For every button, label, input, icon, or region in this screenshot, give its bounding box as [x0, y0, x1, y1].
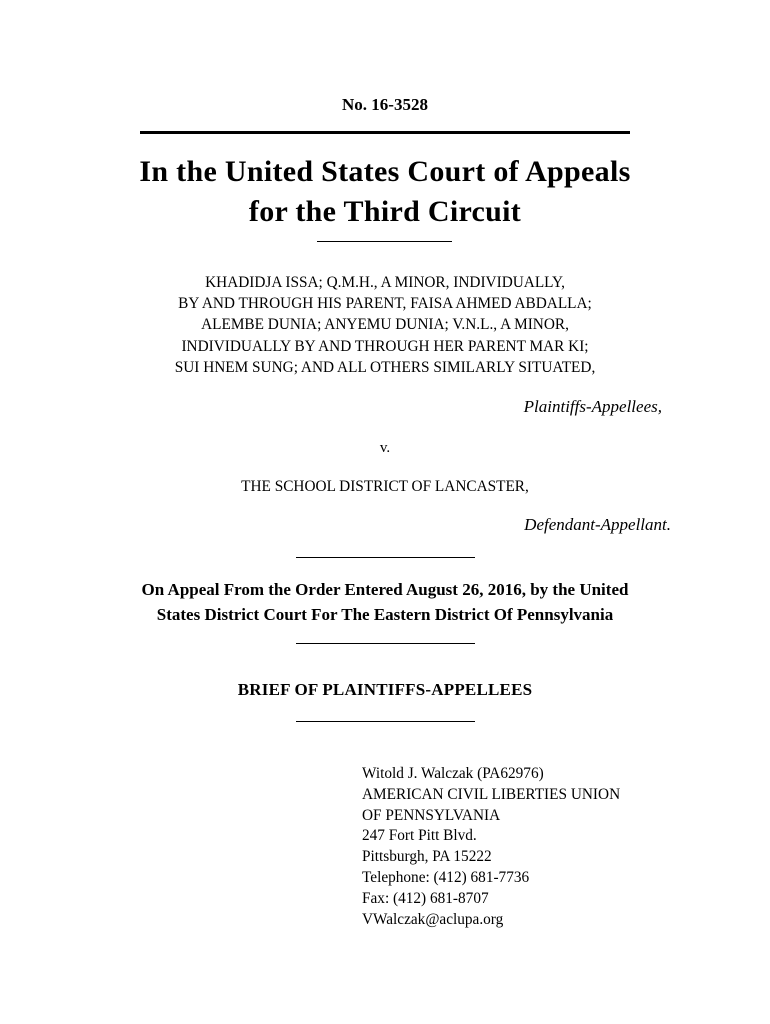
plaintiffs-role: Plaintiffs-Appellees,: [523, 397, 662, 416]
counsel-block: [362, 764, 620, 930]
counsel-name: Witold J. Walczak (PA62976): [362, 765, 544, 782]
appeal-line-2: States District Court For The Eastern District Of Pennsylvania: [156, 605, 614, 624]
defendant-role: Defendant-Appellant.: [524, 515, 671, 534]
plaintiffs-line: BY AND THROUGH HIS PARENT, FAISA AHMED ABDALLA;: [178, 295, 592, 313]
defendant-name: THE SCHOOL DISTRICT OF LANCASTER,: [241, 478, 529, 495]
court-title-line-1: In the United States Court of Appeals: [139, 155, 631, 188]
plaintiffs-line: INDIVIDUALLY BY AND THROUGH HER PARENT MAR KI;: [181, 337, 589, 355]
court-title: [0, 152, 770, 232]
plaintiffs-list: [0, 272, 770, 378]
title-rule: [140, 131, 630, 134]
counsel-fax: Fax: (412) 681-8707: [362, 889, 489, 907]
separator-rule: [296, 557, 475, 558]
separator-rule: [317, 241, 452, 242]
case-number: No. 16-3528: [342, 95, 428, 114]
counsel-organization: OF PENNSYLVANIA: [362, 806, 501, 824]
plaintiffs-line: ALEMBE DUNIA; ANYEMU DUNIA; V.N.L., A MINOR,: [201, 316, 569, 334]
counsel-email: VWalczak@aclupa.org: [362, 910, 504, 928]
versus: v.: [379, 440, 391, 456]
counsel-organization: AMERICAN CIVIL LIBERTIES UNION: [362, 785, 621, 803]
separator-rule: [296, 721, 475, 722]
court-title-line-2: for the Third Circuit: [248, 195, 522, 228]
appeal-statement: [0, 577, 770, 627]
counsel-address: 247 Fort Pitt Blvd.: [362, 827, 477, 845]
plaintiffs-line: KHADIDJA ISSA; Q.M.H., A MINOR, INDIVIDUALLY,: [205, 274, 565, 291]
counsel-telephone: Telephone: (412) 681-7736: [362, 868, 530, 886]
plaintiffs-line: SUI HNEM SUNG; AND ALL OTHERS SIMILARLY SITUATED,: [174, 358, 596, 376]
separator-rule: [296, 643, 475, 644]
counsel-city: Pittsburgh, PA 15222: [362, 848, 492, 866]
brief-title: BRIEF OF PLAINTIFFS-APPELLEES: [237, 680, 533, 699]
appeal-line-1: On Appeal From the Order Entered August 26, 2016, by the United: [141, 580, 629, 599]
